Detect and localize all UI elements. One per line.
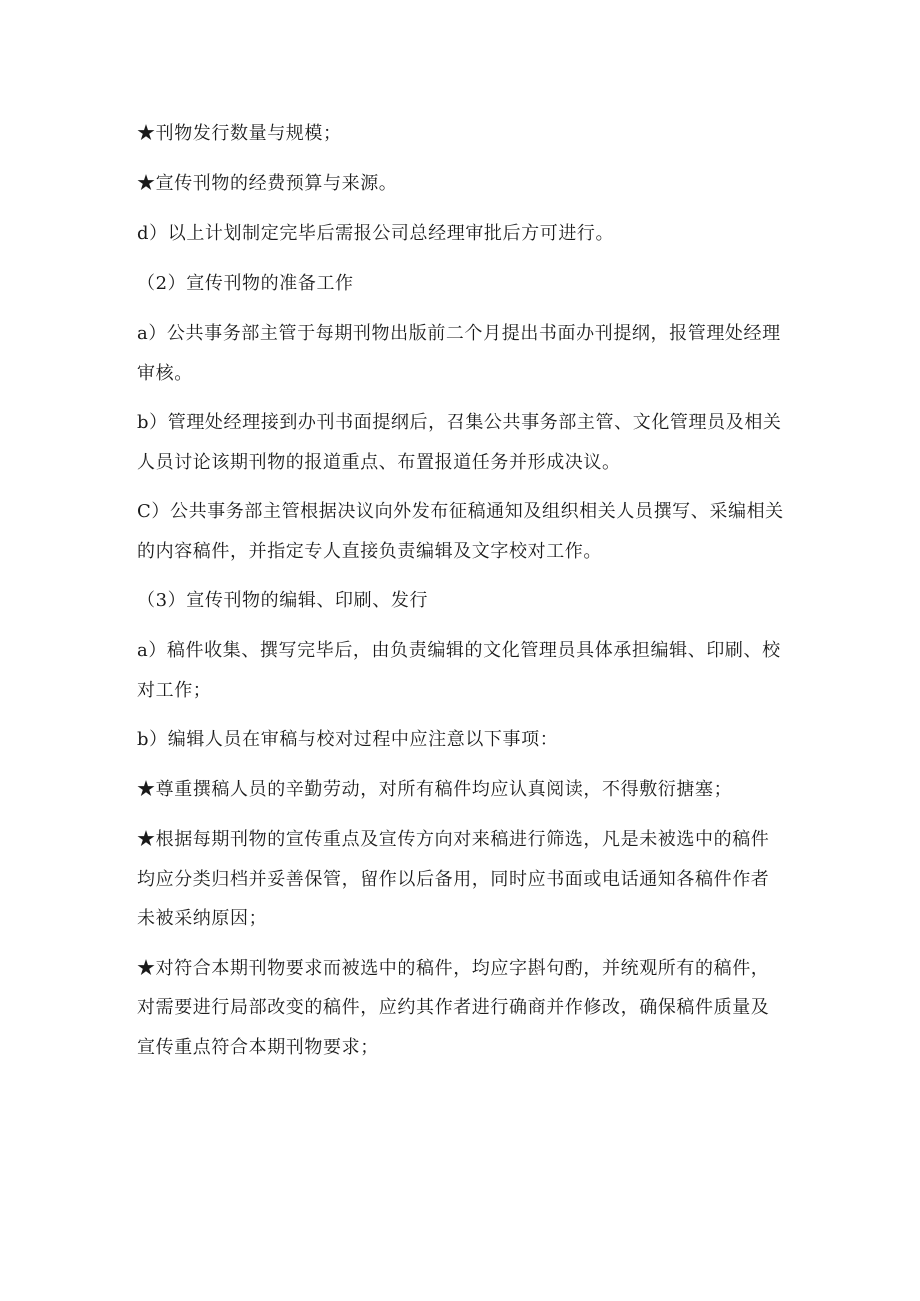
item-c-solicitation: C）公共事务部主管根据决议向外发布征稿通知及组织相关人员撰写、采编相关的内容稿件，并指定专人直接负责编辑及文字校对工作。	[137, 501, 784, 562]
item-a-collection: a）稿件收集、撰写完毕后，由负责编辑的文化管理员具体承担编辑、印刷、校对工作；	[137, 640, 781, 701]
document-body	[137, 114, 787, 1077]
bullet-issue-volume: ★刊物发行数量与规模；	[137, 123, 342, 144]
section-heading-preparation: （2）宣传刊物的准备工作	[137, 273, 354, 294]
bullet-respect-authors: ★尊重撰稿人员的辛勤劳动，对所有稿件均应认真阅读，不得敷衍搪塞；	[137, 779, 733, 800]
item-b-meeting: b）管理处经理接到办刊书面提纲后，召集公共事务部主管、文化管理员及相关人员讨论该期刊物的报道重点、布置报道任务并形成决议。	[137, 412, 782, 473]
section-heading-editing: （3）宣传刊物的编辑、印刷、发行	[137, 590, 429, 611]
item-a-outline: a）公共事务部主管于每期刊物出版前二个月提出书面办刊提纲，报管理处经理审核。	[137, 323, 781, 384]
bullet-budget-source: ★宣传刊物的经费预算与来源。	[137, 173, 398, 194]
bullet-screening: ★根据每期刊物的宣传重点及宣传方向对来稿进行筛选，凡是未被选中的稿件均应分类归档并妥善保管，留作以后备用，同时应书面或电话通知各稿件作者未被采纳原因；	[137, 829, 770, 929]
item-b-review-notes: b）编辑人员在审稿与校对过程中应注意以下事项：	[137, 729, 559, 750]
bullet-selected-articles: ★对符合本期刊物要求而被选中的稿件，均应字斟句酌，并统观所有的稿件，对需要进行局部改变的稿件，应约其作者进行确商并作修改，确保稿件质量及宣传重点符合本期刊物要求；	[137, 957, 770, 1058]
item-d-approval: d）以上计划制定完毕后需报公司总经理审批后方可进行。	[137, 223, 615, 244]
